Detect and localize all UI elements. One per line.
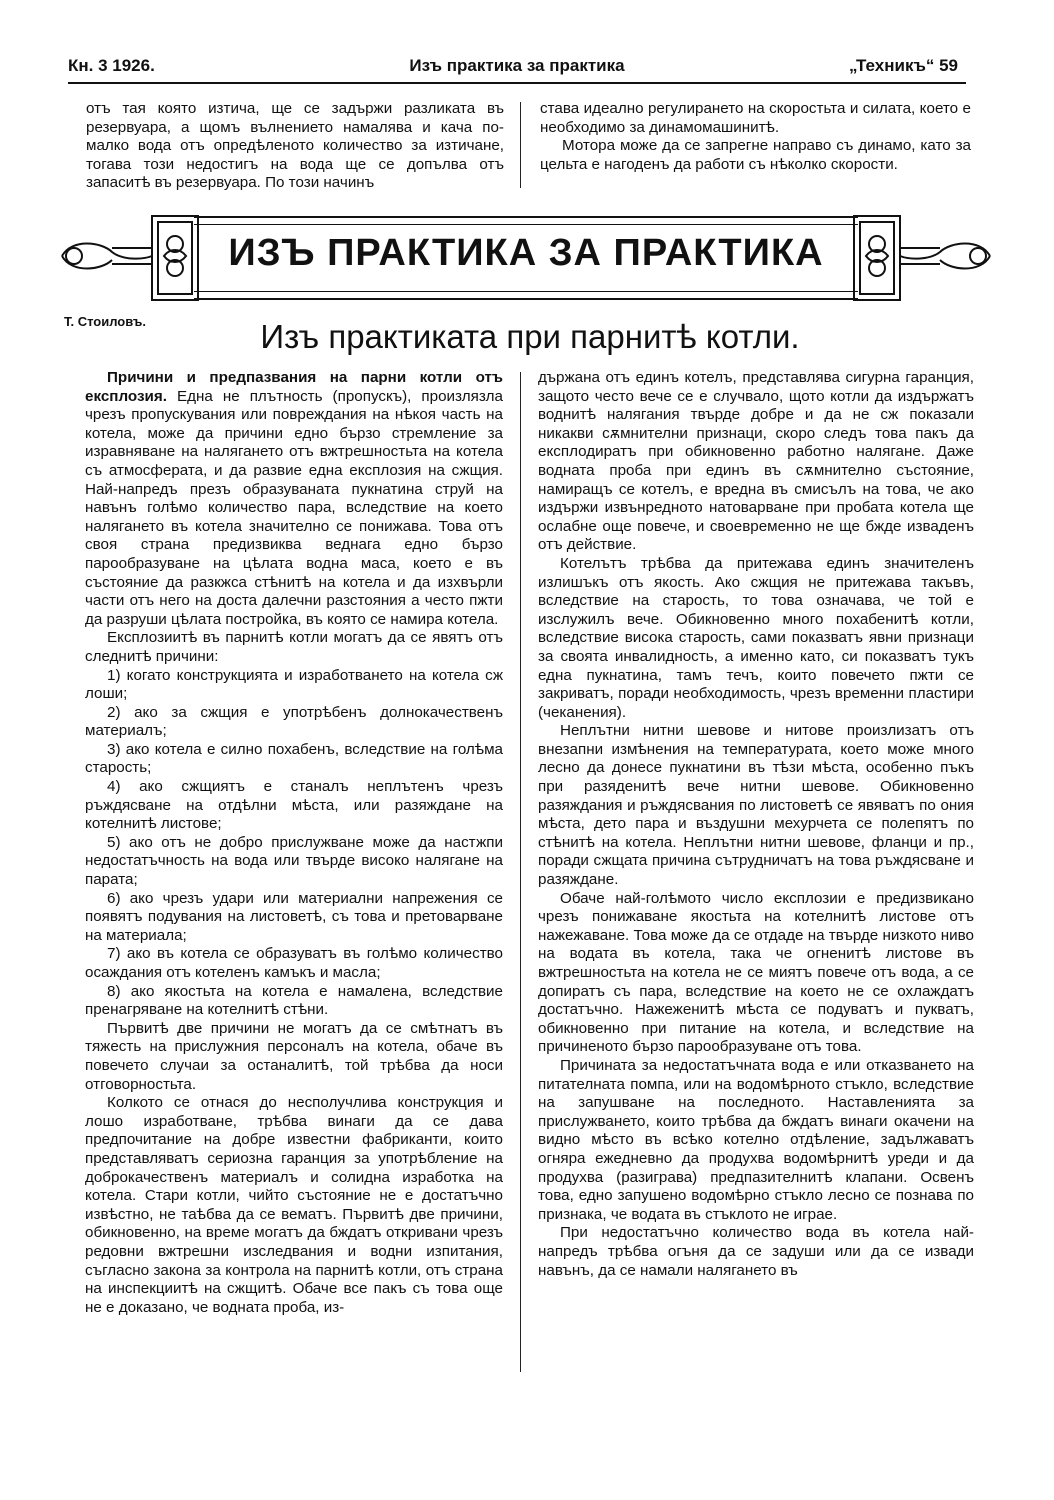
issue-number: Кн. 3 1926. <box>68 56 155 75</box>
section-banner <box>52 208 1000 304</box>
top-right-column <box>540 100 971 174</box>
article-title: Изъ практиката при парнитѣ котли. <box>260 318 800 355</box>
list-item: 3) ако котела е силно похабенъ, вследствие на голѣма старость; <box>85 740 503 777</box>
list-item: 2) ако за сжщия е употрѣбенъ долнокачественъ материалъ; <box>85 703 503 740</box>
column-divider <box>520 372 521 1372</box>
main-right-column <box>538 369 974 1280</box>
paragraph: Котелътъ трѣбва да притежава единъ значителенъ излишъкъ отъ якость. Ако сжщия не притежава такъвъ, вследствие на старость, то това означава, че той е изслужилъ вече. Обикновенно много похабенитѣ котли, вследствие висока старость, сами показватъ явни признаци за своята инвалидность, а именно като, си показватъ тукъ една пукнатина, тамъ течъ, които повечето пжти се закриватъ, поради необходимость, чрезъ временни пластири (чеканения). <box>538 554 974 721</box>
journal-page: „Техникъ“ 59 <box>849 56 958 75</box>
main-left-column <box>85 369 503 1317</box>
lead-paragraph <box>85 369 503 629</box>
paragraph: отъ тая която изтича, ще се задържи разликата въ резервуара, а щомъ вълнението намалява и кача по-малко вода отъ опредѣленото количество за изтичане, тогава този недостигъ на вода ще се допълва отъ запаситѣ въ резервуара. По този начинъ <box>86 100 504 192</box>
paragraph: Причината за недостатъчната вода е или отказването на питателната помпа, или на водомѣрното стъкло, вследствие на запушване на последното. Наставленията за прислужването, които трѣбва да бждатъ винаги окачени на видно мѣсто въ всѣко котелно отдѣление, задължаватъ огняра ежедневно да продухва водомѣрнитѣ уреди и да продухва (разиграва) предпазителнитѣ клапани. Освенъ това, едно запушено водомѣрно стъкло лесно се познава по признака, че водата въ стъклото не играе. <box>538 1056 974 1223</box>
list-item: 5) ако отъ не добро прислужване може да настжпи недостатъчность на вода или твърде високо налягане на парата; <box>85 833 503 889</box>
list-item: 1) когато конструкцията и изработването на котела сж лоши; <box>85 666 503 703</box>
article-author: Т. Стоиловъ. <box>64 314 146 329</box>
paragraph: Обаче най-голѣмото число експлозии е предизвикано чрезъ понижаване якостьта на котелнитѣ листове отъ нажежаване. Това може да се отдаде на твърде низкото ниво на водата въ котела, така че огненитѣ листове въ вжтрешностьта на котела не се миятъ повече отъ вода, а се допиратъ съ пара, вследствие на което не се охлаждатъ достатъчно. Нажеженитѣ мѣста се подуватъ и пукватъ, обикновенно при питание на котела, и вследствие на причиненото бързо парообразуване отъ това. <box>538 889 974 1056</box>
list-item: 8) ако якостьта на котела е намалена, вследствие пренагряване на котелнитѣ стѣни. <box>85 982 503 1019</box>
list-item: 6) ако чрезъ удари или материални напрежения се появятъ подувания на листоветѣ, съ това и претоварване на материала; <box>85 889 503 944</box>
list-item: 7) ако въ котела се образуватъ въ голѣмо количество осаждания отъ котеленъ камъкъ и масла; <box>85 945 503 981</box>
top-left-column <box>86 100 504 193</box>
lead-text: Една не плътность (пропускъ), произлязла чрезъ пропускувания или повреждания на нѣкоя часть на котела, може да причини едно бързо стремление за изравняване на налягането отъ вжтрешностьта на котела съ атмосферата, и да развие една експлозия на сжщия. Най-напредъ презъ образуваната пукнатина струй на навънъ голѣмо количество пара, вследствие на което налягането въ котела значително се понижава. Това отъ своя страна предизвиква веднага едно бързо парообразуване на цѣлата водна маса, което е въ състояние да разкжса стѣнитѣ на котела и да изхвърли части отъ него на доста далечни разстояния а често пжти да разруши цѣлата постройка, въ която се намира котела. <box>85 387 503 628</box>
paragraph: Първитѣ две причини не могатъ да се смѣтнатъ въ тяжесть на прислужния персоналъ на котела, обаче въ повечето случаи за останалитѣ, той трѣбва да носи отговорностьта. <box>85 1019 503 1093</box>
section-name: Изъ практика за практика <box>409 56 625 75</box>
running-header <box>68 52 966 84</box>
column-divider <box>520 102 521 188</box>
banner-title: ИЗЪ ПРАКТИКА ЗА ПРАКТИКА <box>228 232 824 274</box>
paragraph: Неплътни нитни шевове и нитове произлизатъ отъ внезапни измѣнения на температурата, което може много лесно да донесе пукнатини въ тѣзи мѣста, особенно пъкъ при разяденитѣ вече нитни шевове. Обикновенно разяждания и ръждясвания по листоветѣ се явяватъ по ония мѣста, дето пара и въздушни мехурчета се полепятъ по стѣнитѣ на котела. Неплътни нитни шевове, фланци и пр., поради сжщата причина сътрудничатъ на това ръждясване и разяждане. <box>538 722 974 889</box>
paragraph: При недостатъчно количество вода въ котела най-напредъ трѣбва огъня да се задуши или да се извади навънъ, да се намали налягането въ <box>538 1224 974 1279</box>
paragraph: Колкото се отнася до несполучлива конструкция и лошо изработване, трѣбва винаги да се дава предпочитание на добре известни фабриканти, които представляватъ сериозна гаранция за употрѣбление на доброкачественъ материалъ и солидна изработка на котела. Стари котли, чийто състояние не е достатъчно извѣстно, не таѣбва да се вематъ. Първитѣ две причини, обикновенно, на време могатъ да бждатъ откривани чрезъ редовни вжтрешни изследвания и водни изпитания, съгласно закона за контрола на парнитѣ котли, отъ страна на инспекциитѣ на сжщитѣ. Обаче все пакъ съ това още не е доказано, че водната проба, из- <box>85 1094 503 1316</box>
paragraph: държана отъ единъ котелъ, представлява сигурна гаранция, защото често вече се е случвало, щото котли да издържатъ воднитѣ налягания твърде добре и да не сж показали никакви сѫмнителни признаци, скоро следъ това пакъ да експлодиратъ при обикновенно работно налягане. Даже водната проба при единъ въ сѫмнително състояние, намиращъ се котелъ, е вредна въ смисълъ на това, че ако издържи извънредното натоварване при пробата котела ще ослабне още повече, и своевременно не ще бжде изваденъ отъ действие. <box>538 369 974 554</box>
paragraph: Експлозиитѣ въ парнитѣ котли могатъ да се явятъ отъ следнитѣ причини: <box>85 629 503 665</box>
lead-heading: Причини и предпазвания на парни котли отъ експлозия. <box>85 369 503 405</box>
ornament-right-icon <box>852 208 1000 304</box>
ornament-left-icon <box>52 208 200 304</box>
paragraph: Мотора може да се запрегне направо съ динамо, като за цельта е нагоденъ да работи съ нѣколко скорости. <box>540 137 971 173</box>
paragraph: става идеално регулирането на скоростьта и силата, което е необходимо за динамомашинитѣ. <box>540 100 971 136</box>
list-item: 4) ако сжщиятъ е станалъ неплътенъ чрезъ ръждясване на отдѣлни мѣста, или разяждане на котелнитѣ листове; <box>85 778 503 833</box>
